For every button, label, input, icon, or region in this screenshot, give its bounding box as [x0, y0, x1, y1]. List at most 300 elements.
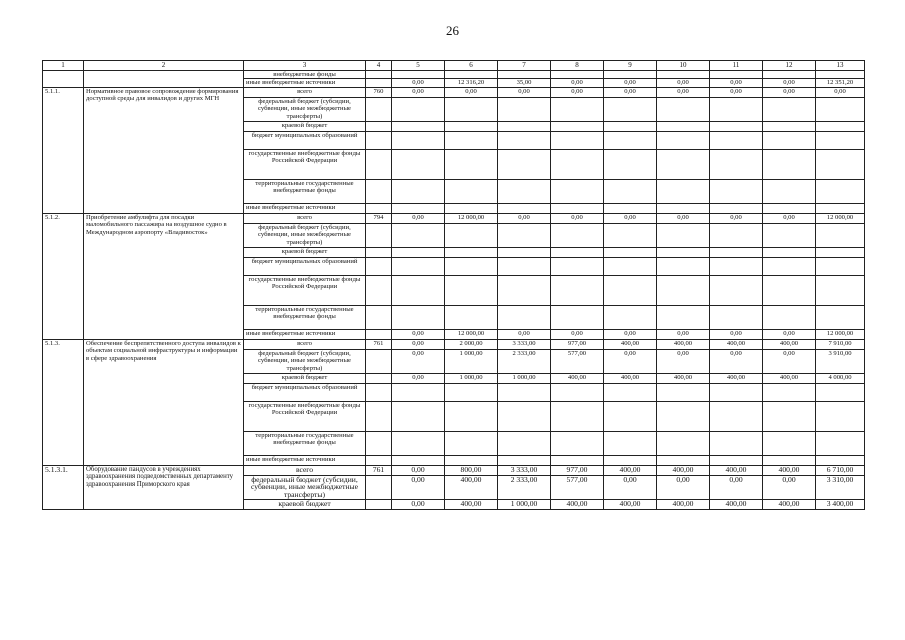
column-number: 6 [445, 61, 498, 71]
value-cell [604, 150, 657, 180]
value-cell: 0,00 [392, 214, 445, 224]
value-cell [657, 384, 710, 402]
value-cell: 7 910,00 [816, 340, 865, 350]
column-number: 11 [710, 61, 763, 71]
value-cell [763, 150, 816, 180]
table-row [43, 71, 865, 79]
value-cell [816, 306, 865, 330]
value-cell: 0,00 [498, 88, 551, 98]
value-cell [392, 204, 445, 214]
value-cell [816, 204, 865, 214]
grbs-cell [366, 180, 392, 204]
value-cell [763, 384, 816, 402]
value-cell [551, 150, 604, 180]
grbs-cell [366, 71, 392, 79]
value-cell: 0,00 [710, 476, 763, 500]
value-cell: 400,00 [445, 500, 498, 510]
value-cell: 0,00 [657, 350, 710, 374]
source-label: федеральный бюджет (субсидии, субвенции, иные межбюджетные трансферты) [244, 476, 366, 500]
value-cell: 0,00 [498, 330, 551, 340]
source-label: иные внебюджетные источники [244, 456, 366, 466]
value-cell [445, 456, 498, 466]
grbs-cell [366, 350, 392, 374]
value-cell: 0,00 [657, 88, 710, 98]
value-cell [816, 276, 865, 306]
value-cell [657, 224, 710, 248]
value-cell [392, 71, 445, 79]
source-label: государственные внебюджетные фонды Российской Федерации [244, 150, 366, 180]
value-cell: 400,00 [657, 340, 710, 350]
grbs-cell [366, 374, 392, 384]
value-cell [710, 224, 763, 248]
value-cell [710, 71, 763, 79]
value-cell: 0,00 [657, 476, 710, 500]
value-cell [816, 432, 865, 456]
value-cell: 0,00 [392, 466, 445, 476]
value-cell: 400,00 [763, 466, 816, 476]
value-cell [551, 402, 604, 432]
value-cell [604, 204, 657, 214]
source-label: территориальные государственные внебюджетные фонды [244, 180, 366, 204]
value-cell [445, 306, 498, 330]
value-cell [657, 306, 710, 330]
item-code: 5.1.2. [43, 214, 84, 340]
value-cell: 400,00 [710, 466, 763, 476]
value-cell: 0,00 [763, 88, 816, 98]
value-cell [604, 122, 657, 132]
value-cell: 0,00 [604, 214, 657, 224]
value-cell [498, 248, 551, 258]
column-number: 9 [604, 61, 657, 71]
value-cell: 0,00 [763, 330, 816, 340]
value-cell [498, 150, 551, 180]
value-cell: 400,00 [657, 374, 710, 384]
value-cell: 12 316,20 [445, 79, 498, 88]
grbs-cell [366, 432, 392, 456]
column-number: 1 [43, 61, 84, 71]
value-cell: 12 000,00 [816, 214, 865, 224]
source-label: государственные внебюджетные фонды Российской Федерации [244, 402, 366, 432]
grbs-cell [366, 330, 392, 340]
value-cell [816, 122, 865, 132]
column-number: 5 [392, 61, 445, 71]
source-label: федеральный бюджет (субсидии, субвенции, иные межбюджетные трансферты) [244, 98, 366, 122]
source-label: краевой бюджет [244, 500, 366, 510]
value-cell: 0,00 [392, 374, 445, 384]
value-cell: 577,00 [551, 476, 604, 500]
column-number: 8 [551, 61, 604, 71]
value-cell [392, 276, 445, 306]
value-cell [498, 180, 551, 204]
item-code: 5.1.1. [43, 88, 84, 214]
source-label: федеральный бюджет (субсидии, субвенции, иные межбюджетные трансферты) [244, 350, 366, 374]
grbs-cell [366, 306, 392, 330]
value-cell [604, 180, 657, 204]
value-cell [604, 98, 657, 122]
value-cell: 400,00 [763, 374, 816, 384]
grbs-cell [366, 276, 392, 306]
column-number: 2 [84, 61, 244, 71]
grbs-cell [366, 132, 392, 150]
value-cell: 12 000,00 [445, 330, 498, 340]
value-cell: 400,00 [551, 374, 604, 384]
table-row [43, 466, 865, 476]
grbs-cell [366, 248, 392, 258]
value-cell [604, 71, 657, 79]
value-cell [657, 456, 710, 466]
value-cell: 0,00 [392, 79, 445, 88]
value-cell: 977,00 [551, 340, 604, 350]
value-cell [604, 132, 657, 150]
value-cell [445, 150, 498, 180]
value-cell: 400,00 [710, 500, 763, 510]
source-label: иные внебюджетные источники [244, 79, 366, 88]
value-cell [763, 122, 816, 132]
value-cell [816, 98, 865, 122]
source-label: внебюджетные фонды [244, 71, 366, 79]
grbs-cell [366, 224, 392, 248]
value-cell [445, 132, 498, 150]
value-cell [551, 384, 604, 402]
value-cell [604, 258, 657, 276]
value-cell [816, 71, 865, 79]
value-cell [763, 258, 816, 276]
value-cell [551, 132, 604, 150]
value-cell [392, 402, 445, 432]
value-cell: 1 000,00 [498, 500, 551, 510]
value-cell [710, 248, 763, 258]
value-cell [604, 456, 657, 466]
source-label: краевой бюджет [244, 248, 366, 258]
value-cell [445, 248, 498, 258]
grbs-cell [366, 98, 392, 122]
value-cell: 1 000,00 [445, 350, 498, 374]
value-cell [392, 456, 445, 466]
value-cell [551, 456, 604, 466]
source-label: территориальные государственные внебюджетные фонды [244, 432, 366, 456]
value-cell [551, 258, 604, 276]
value-cell: 0,00 [392, 88, 445, 98]
value-cell: 0,00 [392, 500, 445, 510]
value-cell [763, 71, 816, 79]
item-name: Приобретение амбулифта для посадки маломобильного пассажира на воздушное судно в Международном аэропорту «Владивосток» [84, 214, 244, 340]
value-cell [604, 306, 657, 330]
value-cell [604, 384, 657, 402]
table-row [43, 88, 865, 98]
grbs-cell [366, 204, 392, 214]
value-cell: 0,00 [392, 350, 445, 374]
value-cell [498, 98, 551, 122]
value-cell: 2 333,00 [498, 476, 551, 500]
value-cell: 0,00 [763, 476, 816, 500]
value-cell: 0,00 [604, 79, 657, 88]
value-cell: 400,00 [657, 466, 710, 476]
value-cell [551, 276, 604, 306]
value-cell [710, 306, 763, 330]
value-cell [445, 71, 498, 79]
value-cell [498, 224, 551, 248]
value-cell [551, 71, 604, 79]
value-cell [657, 204, 710, 214]
code-cell [43, 71, 84, 88]
value-cell [816, 150, 865, 180]
value-cell [816, 258, 865, 276]
value-cell [604, 248, 657, 258]
value-cell [710, 180, 763, 204]
value-cell [763, 204, 816, 214]
value-cell [604, 276, 657, 306]
value-cell [498, 402, 551, 432]
column-number: 12 [763, 61, 816, 71]
value-cell: 400,00 [763, 340, 816, 350]
value-cell [657, 432, 710, 456]
value-cell [445, 180, 498, 204]
value-cell: 0,00 [657, 214, 710, 224]
value-cell [710, 150, 763, 180]
value-cell [551, 248, 604, 258]
value-cell: 400,00 [604, 374, 657, 384]
value-cell: 6 710,00 [816, 466, 865, 476]
source-label: иные внебюджетные источники [244, 204, 366, 214]
value-cell [498, 258, 551, 276]
value-cell [604, 402, 657, 432]
value-cell: 0,00 [551, 214, 604, 224]
value-cell [763, 224, 816, 248]
value-cell: 3 910,00 [816, 350, 865, 374]
grbs-cell [366, 402, 392, 432]
source-label: бюджет муниципальных образований [244, 132, 366, 150]
value-cell: 0,00 [392, 340, 445, 350]
value-cell: 400,00 [604, 500, 657, 510]
column-number: 7 [498, 61, 551, 71]
value-cell: 0,00 [710, 79, 763, 88]
table-row [43, 61, 865, 71]
value-cell: 400,00 [551, 500, 604, 510]
value-cell [498, 276, 551, 306]
value-cell [498, 432, 551, 456]
value-cell: 0,00 [763, 79, 816, 88]
value-cell: 12 351,20 [816, 79, 865, 88]
value-cell: 400,00 [763, 500, 816, 510]
value-cell: 4 000,00 [816, 374, 865, 384]
table-row [43, 340, 865, 350]
value-cell: 0,00 [604, 330, 657, 340]
value-cell: 2 000,00 [445, 340, 498, 350]
value-cell [392, 180, 445, 204]
value-cell: 0,00 [710, 88, 763, 98]
value-cell: 400,00 [604, 466, 657, 476]
column-number: 13 [816, 61, 865, 71]
value-cell: 3 333,00 [498, 340, 551, 350]
value-cell [498, 306, 551, 330]
table-row [43, 214, 865, 224]
grbs-cell [366, 258, 392, 276]
value-cell [763, 98, 816, 122]
value-cell [392, 248, 445, 258]
value-cell: 2 333,00 [498, 350, 551, 374]
value-cell: 0,00 [392, 330, 445, 340]
value-cell: 0,00 [763, 214, 816, 224]
value-cell: 0,00 [551, 88, 604, 98]
item-name: Оборудование пандусов в учреждениях здравоохранения подведомственных департаменту здравоохранения Приморского края [84, 466, 244, 510]
value-cell: 0,00 [445, 88, 498, 98]
value-cell [498, 456, 551, 466]
value-cell [657, 248, 710, 258]
value-cell [816, 248, 865, 258]
value-cell [710, 276, 763, 306]
value-cell [763, 180, 816, 204]
grbs-cell: 761 [366, 466, 392, 476]
value-cell [392, 150, 445, 180]
value-cell [445, 276, 498, 306]
grbs-cell [366, 122, 392, 132]
value-cell [392, 432, 445, 456]
value-cell [551, 180, 604, 204]
value-cell: 0,00 [710, 350, 763, 374]
grbs-cell: 794 [366, 214, 392, 224]
value-cell [445, 258, 498, 276]
value-cell: 12 000,00 [816, 330, 865, 340]
value-cell [710, 98, 763, 122]
source-label: всего [244, 340, 366, 350]
grbs-cell [366, 150, 392, 180]
value-cell [816, 132, 865, 150]
source-label: всего [244, 214, 366, 224]
value-cell [604, 224, 657, 248]
value-cell: 400,00 [445, 476, 498, 500]
value-cell [657, 71, 710, 79]
value-cell [498, 384, 551, 402]
grbs-cell: 761 [366, 340, 392, 350]
column-number: 4 [366, 61, 392, 71]
value-cell [392, 306, 445, 330]
grbs-cell [366, 384, 392, 402]
item-code: 5.1.3. [43, 340, 84, 466]
value-cell [763, 276, 816, 306]
value-cell [710, 132, 763, 150]
value-cell: 0,00 [604, 476, 657, 500]
value-cell [445, 384, 498, 402]
value-cell [763, 306, 816, 330]
source-label: всего [244, 466, 366, 476]
value-cell [657, 258, 710, 276]
source-label: иные внебюджетные источники [244, 330, 366, 340]
grbs-cell [366, 476, 392, 500]
value-cell [445, 98, 498, 122]
value-cell [816, 456, 865, 466]
value-cell: 577,00 [551, 350, 604, 374]
value-cell: 3 310,00 [816, 476, 865, 500]
value-cell: 0,00 [498, 214, 551, 224]
value-cell [551, 306, 604, 330]
value-cell [392, 258, 445, 276]
value-cell: 400,00 [657, 500, 710, 510]
value-cell [710, 384, 763, 402]
item-name: Обеспечение беспрепятственного доступа инвалидов к объектам социальной инфраструктуры и информации в сфере здравоохранения [84, 340, 244, 466]
column-number: 3 [244, 61, 366, 71]
value-cell [551, 432, 604, 456]
value-cell [498, 122, 551, 132]
source-label: всего [244, 88, 366, 98]
value-cell [816, 402, 865, 432]
source-label: федеральный бюджет (субсидии, субвенции, иные межбюджетные трансферты) [244, 224, 366, 248]
value-cell [816, 224, 865, 248]
grbs-cell: 760 [366, 88, 392, 98]
value-cell: 3 400,00 [816, 500, 865, 510]
value-cell: 0,00 [604, 88, 657, 98]
value-cell [710, 402, 763, 432]
value-cell [763, 132, 816, 150]
source-label: краевой бюджет [244, 374, 366, 384]
value-cell [763, 402, 816, 432]
value-cell: 400,00 [710, 374, 763, 384]
value-cell: 0,00 [657, 330, 710, 340]
value-cell: 0,00 [710, 330, 763, 340]
value-cell: 0,00 [763, 350, 816, 374]
source-label: территориальные государственные внебюджетные фонды [244, 306, 366, 330]
item-name: Нормативное правовое сопровождение формирования доступной среды для инвалидов и других МГН [84, 88, 244, 214]
value-cell [445, 122, 498, 132]
value-cell [445, 204, 498, 214]
value-cell [710, 258, 763, 276]
value-cell [657, 402, 710, 432]
value-cell [657, 132, 710, 150]
item-code: 5.1.3.1. [43, 466, 84, 510]
value-cell [816, 384, 865, 402]
value-cell [657, 180, 710, 204]
value-cell: 800,00 [445, 466, 498, 476]
value-cell: 400,00 [710, 340, 763, 350]
value-cell: 0,00 [710, 214, 763, 224]
value-cell [763, 248, 816, 258]
value-cell: 0,00 [392, 476, 445, 500]
source-label: бюджет муниципальных образований [244, 258, 366, 276]
value-cell: 0,00 [551, 330, 604, 340]
value-cell [392, 384, 445, 402]
value-cell [445, 224, 498, 248]
value-cell [816, 180, 865, 204]
page-number: 26 [446, 23, 459, 38]
value-cell: 0,00 [604, 350, 657, 374]
value-cell [710, 204, 763, 214]
value-cell [445, 432, 498, 456]
value-cell [763, 432, 816, 456]
value-cell [710, 122, 763, 132]
value-cell [551, 204, 604, 214]
value-cell: 0,00 [657, 79, 710, 88]
source-label: государственные внебюджетные фонды Российской Федерации [244, 276, 366, 306]
value-cell [392, 98, 445, 122]
value-cell [498, 132, 551, 150]
value-cell [657, 122, 710, 132]
value-cell: 977,00 [551, 466, 604, 476]
value-cell: 12 000,00 [445, 214, 498, 224]
value-cell [551, 224, 604, 248]
value-cell [604, 432, 657, 456]
value-cell [551, 98, 604, 122]
grbs-cell [366, 79, 392, 88]
source-label: бюджет муниципальных образований [244, 384, 366, 402]
value-cell [551, 122, 604, 132]
source-label: краевой бюджет [244, 122, 366, 132]
budget-table [42, 60, 865, 510]
value-cell [710, 456, 763, 466]
grbs-cell [366, 456, 392, 466]
name-cell [84, 71, 244, 88]
value-cell: 400,00 [604, 340, 657, 350]
value-cell [445, 402, 498, 432]
value-cell [392, 132, 445, 150]
